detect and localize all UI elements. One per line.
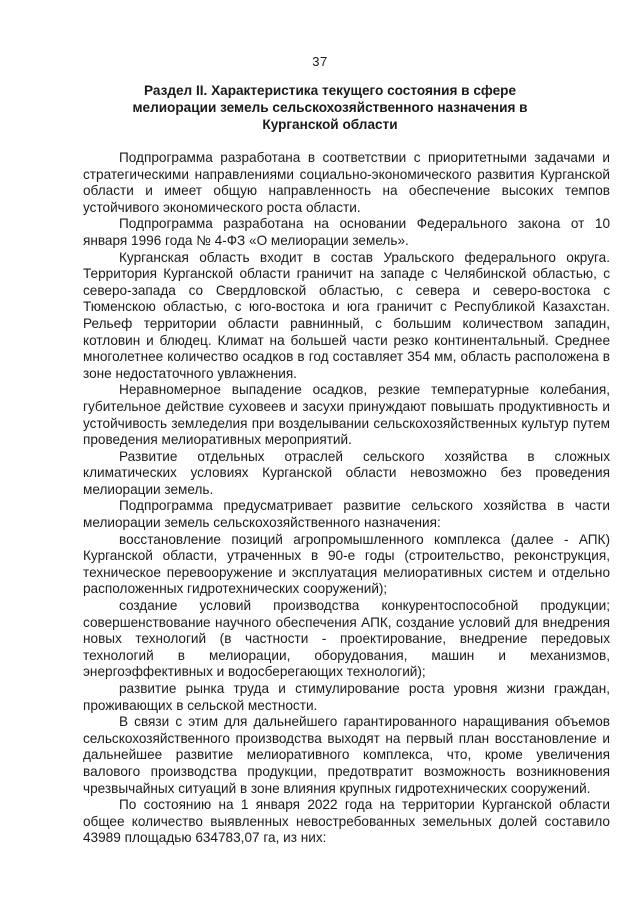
paragraph: Подпрограмма предусматривает развитие сельского хозяйства в части мелиорации земель сельскохозяйственного назначения:: [83, 498, 610, 531]
paragraph: Развитие отдельных отраслей сельского хозяйства в сложных климатических условиях Курганской области невозможно без проведения мелиорации земель.: [83, 448, 610, 497]
page-number: 37: [312, 54, 328, 69]
paragraph: развитие рынка труда и стимулирование роста уровня жизни граждан, проживающих в сельской местности.: [83, 681, 610, 713]
paragraph: В связи с этим для дальнейшего гарантированного наращивания объемов сельскохозяйственного производства выходят на первый план восстановление и дальнейшее развитие мелиоративного комплекса, что, кроме увеличения валового производства продукции, предотвратит возможность возникновения чрезвычайных ситуаций в зоне влияния крупных гидротехнических сооружений.: [83, 714, 610, 796]
body-text: [83, 150, 610, 847]
paragraph: Неравномерное выпадение осадков, резкие температурные колебания, губительное действие суховеев и засухи принуждают повышать продуктивность и устойчивость земледелия при возделывании сельскохозяйственных культур путем проведения мелиоративных мероприятий.: [83, 382, 610, 448]
section-heading: Раздел II. Характеристика текущего состояния в сфере мелиорации земель сельскохозяйственного назначения в Курганской области: [132, 83, 528, 132]
paragraph: По состоянию на 1 января 2022 года на территории Курганской области общее количество выявленных невостребованных земельных долей составило 43989 площадью 634783,07 га, из них:: [83, 797, 610, 846]
paragraph: Курганская область входит в состав Уральского федерального округа. Территория Курганской области граничит на западе с Челябинской областью, с северо-запада со Свердловской областью, с севера и северо-востока с Тюменскою областью, с юго-востока и юга граничит с Республикой Казахстан. Рельеф территории области равнинный, с большим количеством западин, котловин и блюдец. Климат на большей части резко континентальный. Среднее многолетнее количество осадков в год составляет 354 мм, область расположена в зоне недостаточного увлажнения.: [83, 249, 610, 381]
paragraph: восстановление позиций агропромышленного комплекса (далее - АПК) Курганской области, утраченных в 90-е годы (строительство, реконструкция, техническое перевооружение и эксплуатация мелиоративных систем и отдельно расположенных гидротехнических сооружений);: [83, 531, 610, 597]
paragraph: создание условий производства конкурентоспособной продукции; совершенствование научного обеспечения АПК, создание условий для внедрения новых технологий (в частности - проектирование, внедрение передовых технологий в мелиорации, оборудования, машин и механизмов, энергоэффективных и водосберегающих технологий);: [83, 598, 610, 680]
paragraph: Подпрограмма разработана в соответствии с приоритетными задачами и стратегическими направлениями социально-экономического развития Курганской области и имеет общую направленность на обеспечение высоких темпов устойчивого экономического роста области.: [83, 150, 610, 215]
paragraph: Подпрограмма разработана на основании Федерального закона от 10 января 1996 года № 4-ФЗ «О мелиорации земель».: [83, 216, 610, 248]
